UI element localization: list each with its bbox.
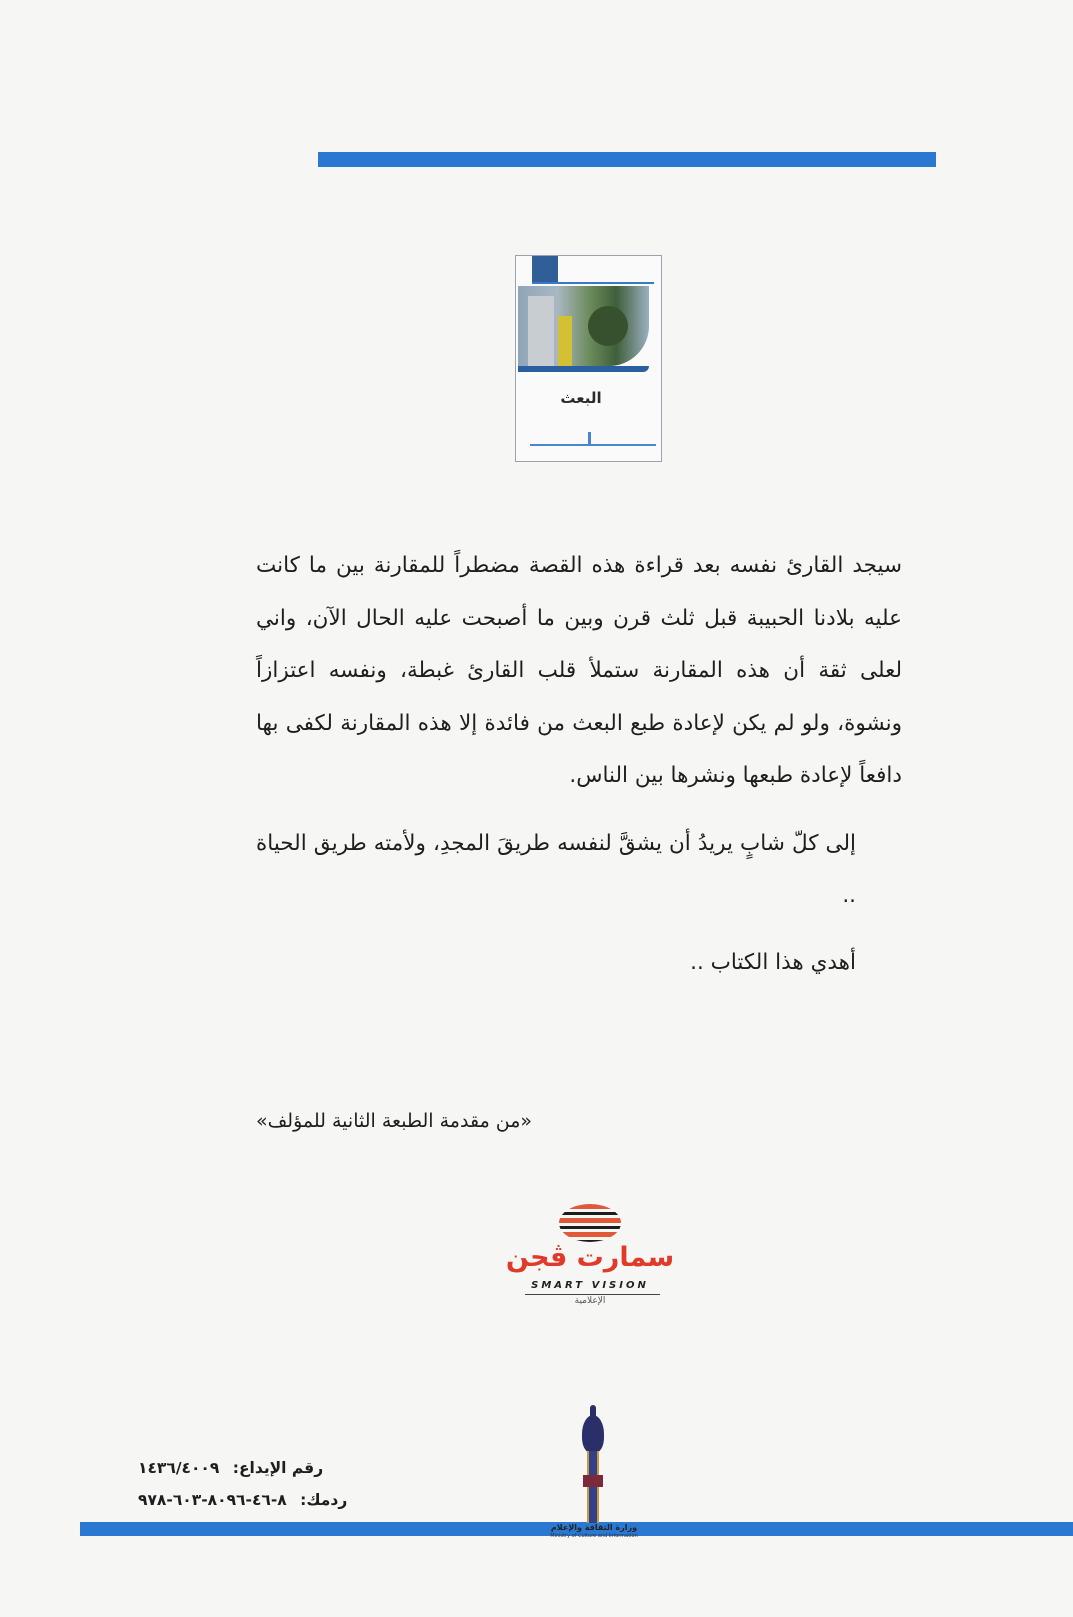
cover-title: البعث xyxy=(560,389,602,407)
isbn-label: ردمك: xyxy=(300,1491,348,1509)
cover-top-rule xyxy=(532,282,654,284)
cover-series-tab xyxy=(532,256,558,282)
ministry-name-en: Ministry of Culture and Information xyxy=(550,1533,638,1539)
deposit-value: ١٤٣٦/٤٠٠٩ xyxy=(138,1459,220,1477)
dedication-closing: أهدي هذا الكتاب .. xyxy=(690,949,856,975)
top-decorative-bar xyxy=(318,152,936,167)
publisher-subtitle: الإعلامية xyxy=(574,1296,606,1306)
dedication-paragraph: إلى كلّ شابٍ يريدُ أن يشقَّ لنفسه طريقَ المجدِ، ولأمته طريق الحياة .. xyxy=(256,830,856,908)
deposit-number-row xyxy=(138,1452,368,1484)
publisher-name-ar: سمارت ڤجن xyxy=(505,1242,675,1273)
intro-paragraph: سيجد القارئ نفسه بعد قراءة هذه القصة مضطراً للمقارنة بين ما كانت عليه بلادنا الحبيبة قبل ثلث قرن وبين ما أصبحت عليه الحال الآن، واني لعلى ثقة أن هذه المقارنة ستملأ قلب القارئ غبطة، ونفسه اعتزازاً ونشوة، ولو لم يكن لإعادة طبع البعث من فائدة إلا هذه المقارنة لكفى بها دافعاً لإعادة طبعها ونشرها بين الناس. xyxy=(256,553,902,788)
source-note: «من مقدمة الطبعة الثانية للمؤلف» xyxy=(256,1110,533,1132)
ministry-emblem xyxy=(546,1405,642,1555)
publisher-logo xyxy=(505,1200,675,1310)
isbn-value: ٨-٤٦-٨٠٩٦-٦٠٣-٩٧٨ xyxy=(138,1491,287,1509)
cover-bottom-rule xyxy=(530,444,656,446)
isbn-row xyxy=(138,1484,368,1516)
tower-icon xyxy=(580,1405,606,1523)
cover-photo xyxy=(518,286,649,366)
publisher-divider xyxy=(525,1294,660,1295)
ministry-name-ar: وزارة الثقافة والإعلام xyxy=(550,1523,638,1532)
publisher-globe-icon xyxy=(559,1204,621,1242)
legal-info xyxy=(138,1452,368,1516)
publisher-name-en: SMART VISION xyxy=(531,1280,649,1291)
book-cover-thumbnail xyxy=(515,255,662,462)
cover-rule-marker xyxy=(588,432,591,446)
deposit-label: رقم الإيداع: xyxy=(232,1459,324,1477)
back-cover-text xyxy=(256,540,902,1132)
cover-blue-arc xyxy=(518,366,649,372)
